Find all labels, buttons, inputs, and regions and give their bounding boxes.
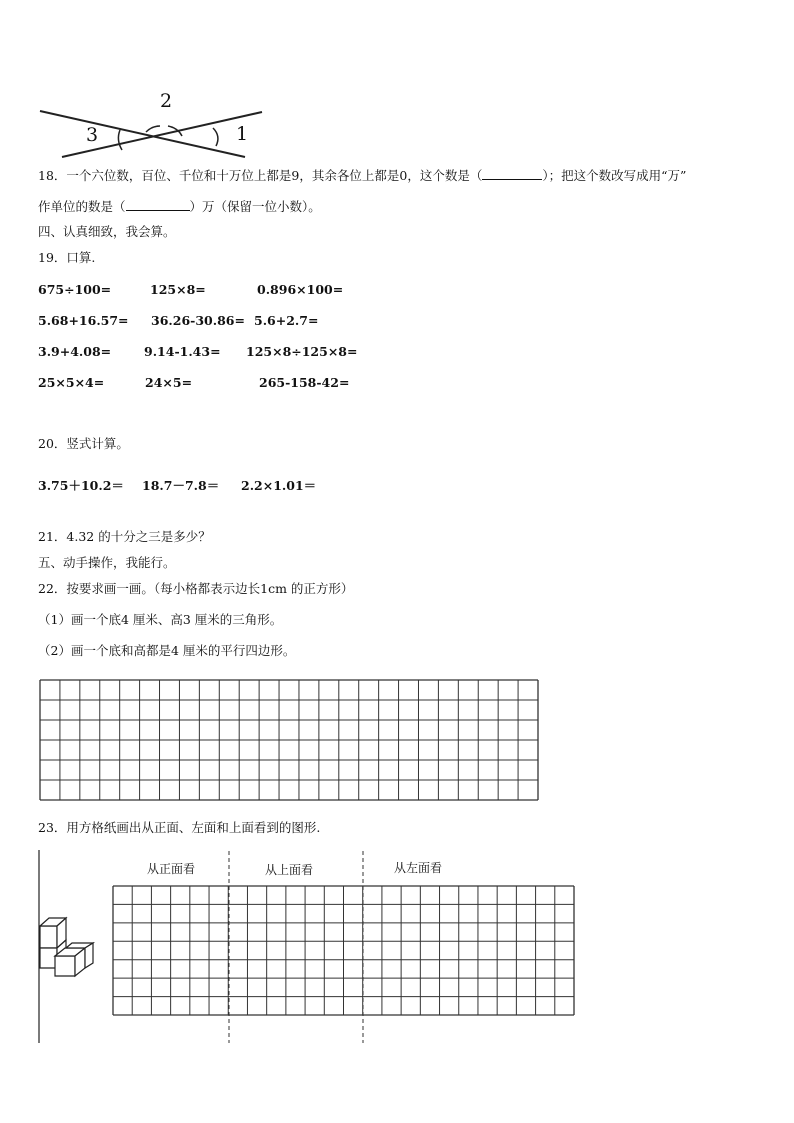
q23-title: 23．用方格纸画出从正面、左面和上面看到的图形. <box>38 820 321 835</box>
q18-line1-a: 18．一个六位数，百位、千位和十万位上都是9，其余各位上都是0，这个数是（ <box>38 168 483 183</box>
cube-figure <box>40 918 93 976</box>
q21-text: 21．4.32 的十分之三是多少？ <box>38 529 211 544</box>
q19-r4-c1: 25×5×4= <box>38 375 105 390</box>
view-top-label: 从上面看 <box>265 863 314 877</box>
q19-r3-c3: 125×8÷125×8= <box>246 344 358 359</box>
view-front-label: 从正面看 <box>147 862 196 876</box>
section-4-heading: 四、认真细致，我会算。 <box>38 224 176 239</box>
q19-r4-c3: 265-158-42= <box>259 375 350 390</box>
q19-title: 19．口算. <box>38 250 96 265</box>
q20-item-3: 2.2×1.01＝ <box>241 478 317 493</box>
q18-line2-a: 作单位的数是（ <box>38 199 126 214</box>
q19-r2-c3: 5.6+2.7= <box>254 313 319 328</box>
angle-label-1: 1 <box>236 123 249 145</box>
q19-r1-c3: 0.896×100= <box>257 282 344 297</box>
q23-drawing-grid[interactable] <box>113 886 575 1016</box>
angle-label-3: 3 <box>86 124 99 146</box>
q19-r1-c2: 125×8= <box>150 282 206 297</box>
q20-title: 20．竖式计算。 <box>38 436 129 451</box>
q22-sub1: （1）画一个底4 厘米、高3 厘米的三角形。 <box>38 612 283 627</box>
q18-line1-b: ）；把这个数改写成用“万” <box>542 168 687 183</box>
q22-title: 22．按要求画一画。（每小格都表示边长1cm 的正方形） <box>38 581 354 596</box>
view-left-label: 从左面看 <box>394 861 443 875</box>
q18-line2-b: ）万（保留一位小数）。 <box>189 199 321 214</box>
section-5-heading: 五、动手操作，我能行。 <box>38 555 176 570</box>
q19-r2-c1: 5.68+16.57= <box>38 313 129 328</box>
q20-item-2: 18.7－7.8＝ <box>142 478 220 493</box>
q19-r3-c2: 9.14-1.43= <box>144 344 221 359</box>
q20-item-1: 3.75＋10.2＝ <box>38 478 124 493</box>
q19-r2-c2: 36.26-30.86= <box>151 313 245 328</box>
q19-r1-c1: 675÷100= <box>38 282 112 297</box>
angle-label-2: 2 <box>160 90 173 112</box>
q22-sub2: （2）画一个底和高都是4 厘米的平行四边形。 <box>38 643 296 658</box>
q19-r3-c1: 3.9+4.08= <box>38 344 112 359</box>
q19-r4-c2: 24×5= <box>145 375 193 390</box>
